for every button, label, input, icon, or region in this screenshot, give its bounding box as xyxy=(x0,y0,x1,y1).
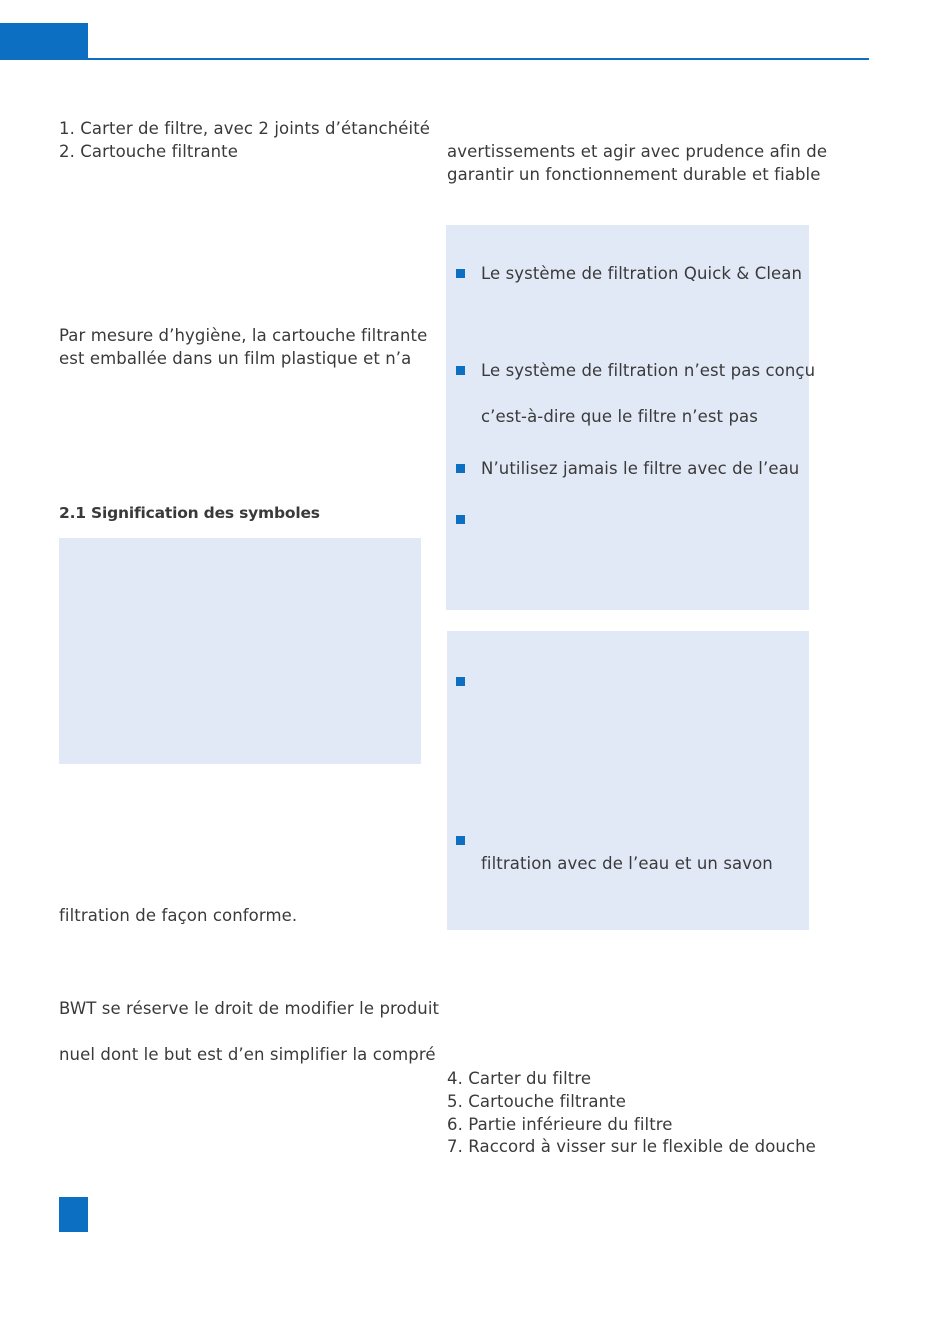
bwt-text: BWT se réserve le droit de modifier le produit xyxy=(59,999,440,1018)
intro-text-line-1: avertissements et agir avec prudence afin de xyxy=(447,142,828,161)
intro-text-line-2: garantir un fonctionnement durable et fiable xyxy=(447,165,821,184)
bullet-icon xyxy=(456,515,465,524)
bullet-icon xyxy=(456,269,465,278)
warning-panel-2 xyxy=(447,631,809,930)
parts-item-7: 7. Raccord à visser sur le flexible de douche xyxy=(447,1137,816,1156)
header-block xyxy=(0,23,88,60)
care-item-2-continuation: filtration avec de l’eau et un savon xyxy=(481,854,773,873)
contents-item-1: 1. Carter de filtre, avec 2 joints d’étanchéité xyxy=(59,119,431,138)
parts-item-4: 4. Carter du filtre xyxy=(447,1069,592,1088)
header-rule xyxy=(88,58,869,60)
manual-text: nuel dont le but est d’en simplifier la compré xyxy=(59,1045,436,1064)
page-number-block xyxy=(59,1197,88,1232)
conform-text: filtration de façon conforme. xyxy=(59,906,298,925)
hygiene-text-line-2: est emballée dans un film plastique et n’a xyxy=(59,349,412,368)
warning-item-3: N’utilisez jamais le filtre avec de l’eau xyxy=(481,459,800,478)
bullet-icon xyxy=(456,836,465,845)
bullet-icon xyxy=(456,366,465,375)
section-heading: 2.1 Signification des symboles xyxy=(59,504,320,522)
warning-item-2: Le système de filtration n’est pas conçu xyxy=(481,361,816,380)
bullet-icon xyxy=(456,677,465,686)
contents-item-2: 2. Cartouche filtrante xyxy=(59,142,238,161)
warning-item-2-continuation: c’est-à-dire que le filtre n’est pas xyxy=(481,407,758,426)
warning-item-1: Le système de filtration Quick & Clean xyxy=(481,264,803,283)
bullet-icon xyxy=(456,464,465,473)
hygiene-text-line-1: Par mesure d’hygiène, la cartouche filtrante xyxy=(59,326,428,345)
parts-item-6: 6. Partie inférieure du filtre xyxy=(447,1115,673,1134)
parts-item-5: 5. Cartouche filtrante xyxy=(447,1092,626,1111)
symbols-panel xyxy=(59,538,421,764)
